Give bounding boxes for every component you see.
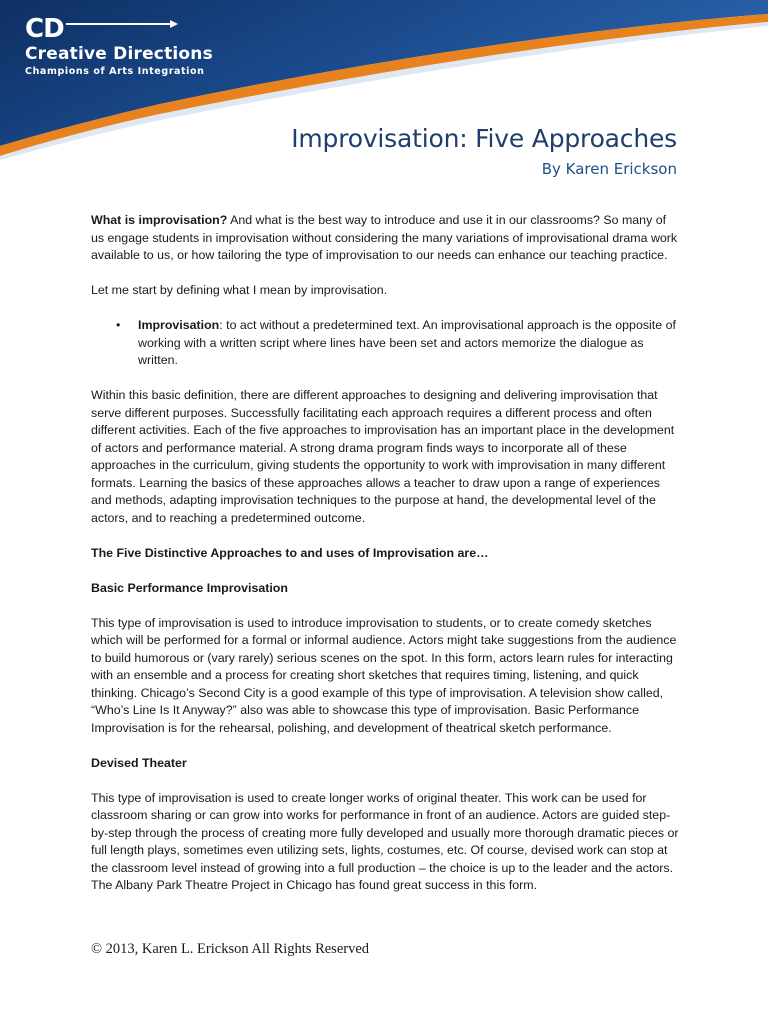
brand-tagline: Champions of Arts Integration bbox=[25, 66, 205, 77]
copyright-footer: © 2013, Karen L. Erickson All Rights Reserved bbox=[91, 941, 370, 957]
section-text-basic-performance: This type of improvisation is used to introduce improvisation to students, or to create comedy sketches which will be performed for a formal or informal audience. Actors might take suggestions from the audience to build humorous or (vary rarely) serious scenes on the spot. In this form, actors learn rules for interacting with an ensemble and a process for creating short sketches that requires timing, listening, and quick thinking. Chicago’s Second City is a good example of this type of improvisation. A television show called, “Who’s Line Is It Anyway?” also was able to showcase this type of improvisation. Basic Performance Improvisation is for the rehearsal, polishing, and development of theatrical sketch performance. bbox=[91, 615, 677, 735]
intro-lead: What is improvisation? bbox=[91, 213, 228, 227]
definition-bullet bbox=[91, 317, 681, 370]
document-title: Improvisation: Five Approaches bbox=[291, 124, 677, 153]
bullet-icon: • bbox=[116, 318, 121, 332]
document-body bbox=[91, 212, 681, 895]
intro-text: And what is the best way to introduce and use it in our classrooms? So many of us engage students in improvisation without considering the many variations of improvisational drama work available to us, or how tailoring the type of improvisation to our needs can enhance our teaching practice. bbox=[91, 213, 678, 262]
intro-paragraph bbox=[91, 212, 681, 265]
arrow-icon bbox=[66, 19, 178, 29]
document-byline: By Karen Erickson bbox=[541, 160, 677, 178]
basic-definition-paragraph: Within this basic definition, there are different approaches to designing and delivering improvisation that serve different purposes. Successfully facilitating each approach requires a different process and often different activities. Each of the five approaches to improvisation has an important place in the development of actors and performance material. A strong drama program finds ways to incorporate all of these approaches in the curriculum, giving students the opportunity to work with improvisation in many different formats. Learning the basics of these approaches allows a teacher to draw upon a range of experiences and methods, adapting improvisation techniques to the purpose at hand, the developmental level of the actors, and to reaching a predetermined outcome. bbox=[91, 388, 675, 525]
bullet-term: Improvisation bbox=[138, 318, 220, 332]
section-text-devised-theater: This type of improvisation is used to create longer works of original theater. This work can be used for classroom sharing or can grow into works for performance in front of an audience. Actors are guided step-by-step through the process of creating more fully developed and usually more thorough dramatic pieces or full length plays, sometimes even utilizing sets, lights, costumes, etc. Of course, devised work can stop at the classroom level instead of growing into a full production – the choice is up to the leader and the actors. The Albany Park Theatre Project in Chicago has found great success in this form. bbox=[91, 790, 679, 892]
bullet-text: : to act without a predetermined text. An improvisational approach is the opposite of working with a written script where lines have been set and actors memorize the dialogue as written. bbox=[138, 318, 676, 367]
creative-directions-logo bbox=[25, 14, 213, 78]
five-approaches-heading: The Five Distinctive Approaches to and uses of Improvisation are… bbox=[91, 545, 489, 560]
brand-name: Creative Directions bbox=[25, 44, 213, 64]
definition-intro: Let me start by defining what I mean by improvisation. bbox=[91, 283, 388, 297]
logo-mark: CD bbox=[25, 14, 64, 44]
section-heading-devised-theater: Devised Theater bbox=[91, 755, 187, 770]
section-heading-basic-performance: Basic Performance Improvisation bbox=[91, 580, 288, 595]
